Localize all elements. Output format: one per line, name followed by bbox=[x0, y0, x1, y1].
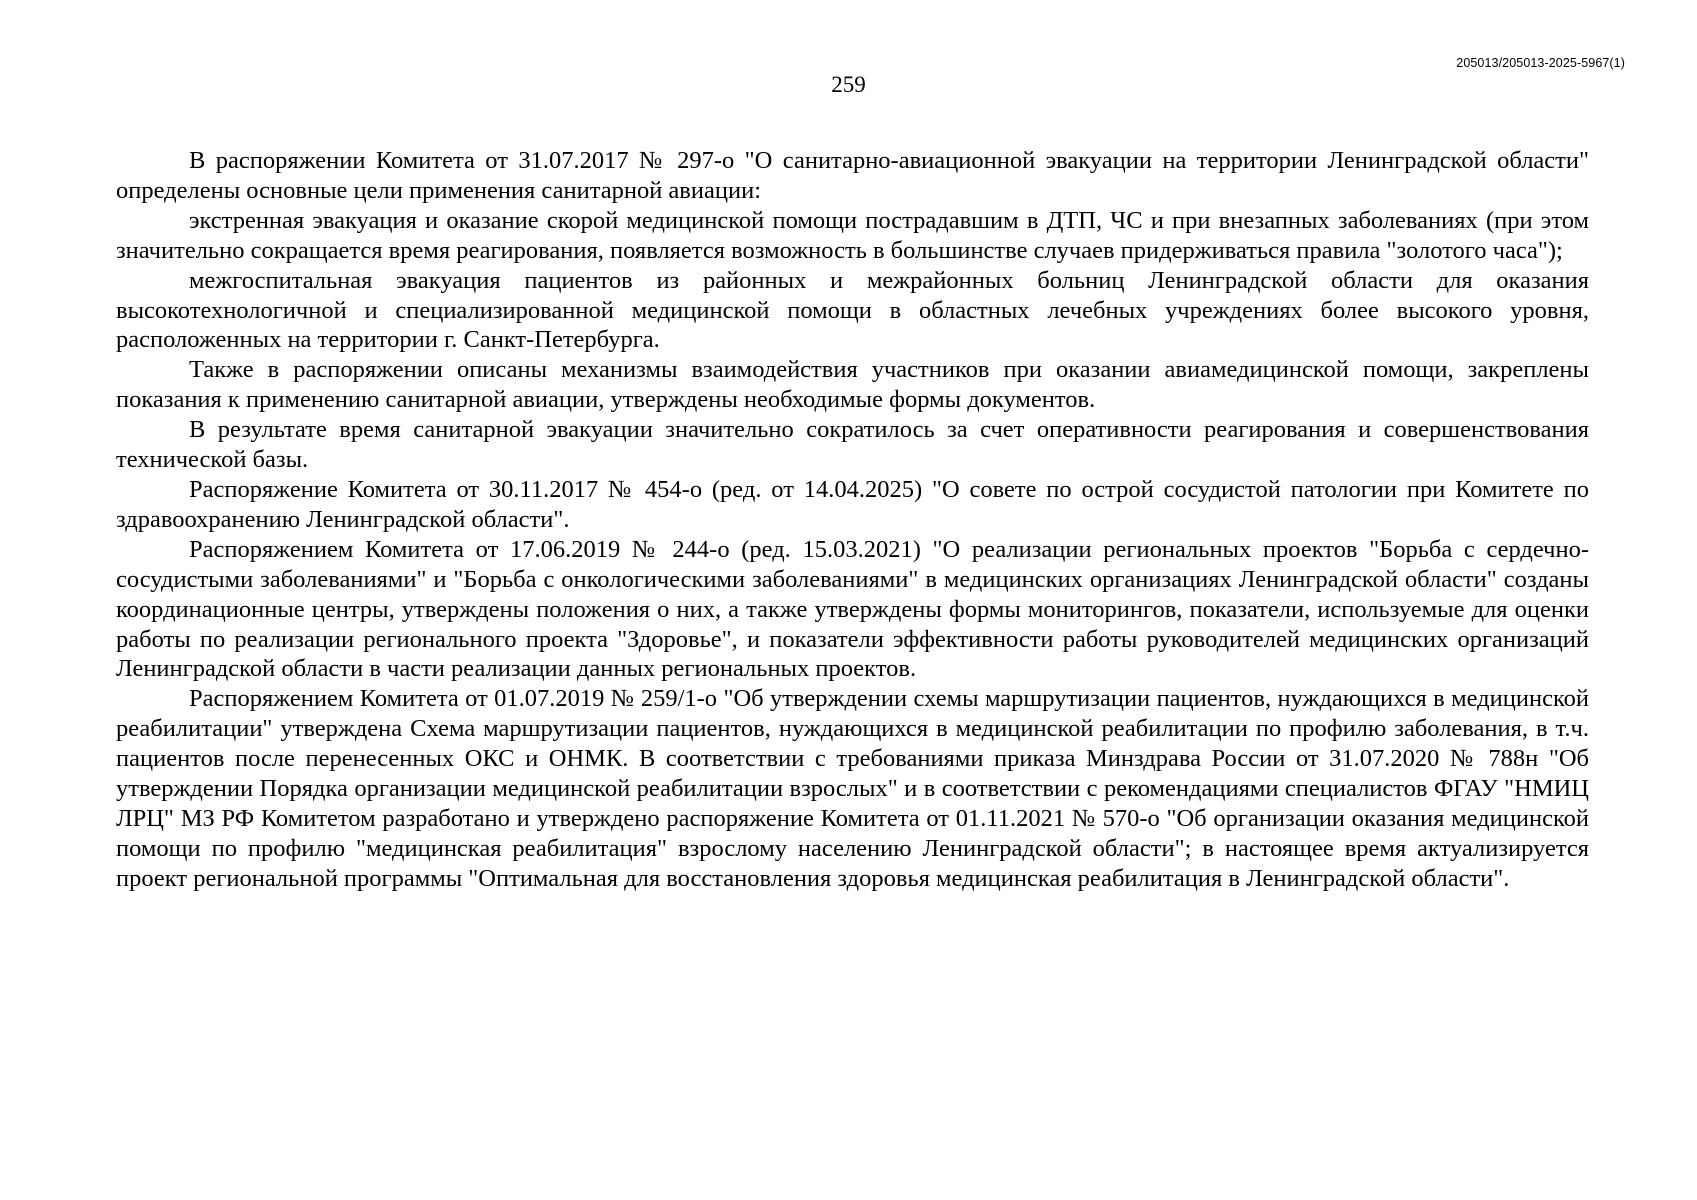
paragraph-regional-projects-order: Распоряжением Комитета от 17.06.2019 № 244-о (ред. 15.03.2021) "О реализации региональных проектов "Борьба с сердечно-сосудистыми заболеваниями" и "Борьба с онкологическими заболеваниями" в медицинских организациях Ленинградской области" созданы координационные центры, утверждены положения о них, а также утверждены формы мониторингов, показатели, используемые для оценки работы по реализации регионального проекта "Здоровье", и показатели эффективности работы руководителей медицинских организаций Ленинградской области в части реализации данных региональных проектов. bbox=[116, 535, 1589, 683]
paragraph-rehabilitation-routing: Распоряжением Комитета от 01.07.2019 № 259/1-о "Об утверждении схемы маршрутизации пациентов, нуждающихся в медицинской реабилитации" утверждена Схема маршрутизации пациентов, нуждающихся в медицинской реабилитации по профилю заболевания, в т.ч. пациентов после перенесенных ОКС и ОНМК. В соответствии с требованиями приказа Минздрава России от 31.07.2020 № 788н "Об утверждении Порядка организации медицинской реабилитации взрослых" и в соответствии с рекомендациями специалистов ФГАУ "НМИЦ ЛРЦ" МЗ РФ Комитетом разработано и утверждено распоряжение Комитета от 01.11.2021 № 570-о "Об организации оказания медицинской помощи по профилю "медицинская реабилитация" взрослому населению Ленинградской области"; в настоящее время актуализируется проект региональной программы "Оптимальная для восстановления здоровья медицинская реабилитация в Ленинградской области". bbox=[116, 685, 1589, 892]
document-body bbox=[116, 146, 1589, 894]
paragraph-emergency-evacuation: экстренная эвакуация и оказание скорой медицинской помощи пострадавшим в ДТП, ЧС и при внезапных заболеваниях (при этом значительно сокращается время реагирования, появляется возможность в большинстве случаев придерживаться правила "золотого часа"); bbox=[116, 206, 1589, 264]
paragraph-interaction-mechanisms: Также в распоряжении описаны механизмы взаимодействия участников при оказании авиамедицинской помощи, закреплены показания к применению санитарной авиации, утверждены необходимые формы документов. bbox=[116, 356, 1589, 414]
paragraph-interhospital-evacuation: межгоспитальная эвакуация пациентов из районных и межрайонных больниц Ленинградской области для оказания высокотехнологичной и специализированной медицинской помощи в областных лечебных учреждениях более высокого уровня, расположенных на территории г. Санкт-Петербурга. bbox=[116, 266, 1589, 354]
paragraph-vascular-council-order: Распоряжение Комитета от 30.11.2017 № 454-о (ред. от 14.04.2025) "О совете по острой сосудистой патологии при Комитете по здравоохранению Ленинградской области". bbox=[116, 475, 1589, 533]
page-number: 259 bbox=[831, 72, 866, 97]
document-id: 205013/205013-2025-5967(1) bbox=[1456, 56, 1625, 70]
paragraph-sanitary-aviation-order: В распоряжении Комитета от 31.07.2017 № 297-о "О санитарно-авиационной эвакуации на территории Ленинградской области" определены основные цели применения санитарной авиации: bbox=[116, 147, 1589, 204]
paragraph-evacuation-result: В результате время санитарной эвакуации значительно сократилось за счет оперативности реагирования и совершенствования технической базы. bbox=[116, 416, 1589, 474]
